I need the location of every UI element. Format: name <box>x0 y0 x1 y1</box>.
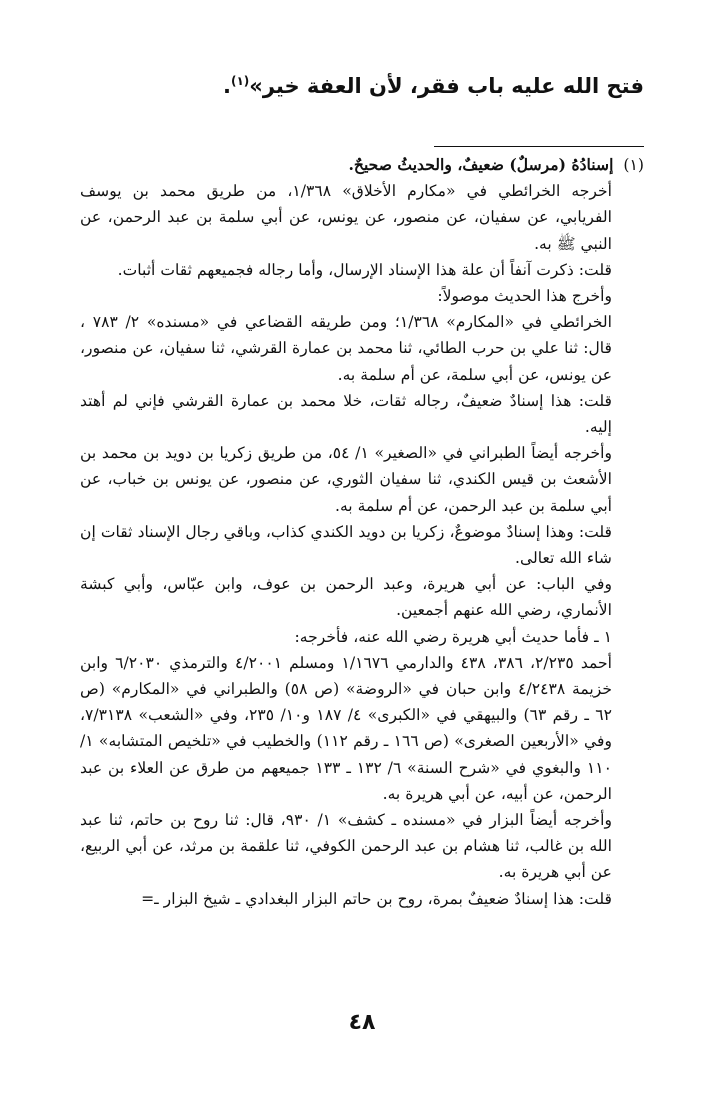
page-number: ٤٨ <box>348 1010 376 1035</box>
footnote-paragraph: قلت: وهذا إسنادٌ موضوعٌ، زكريا بن دويد الكندي كذاب، وباقي رجال الإسناد ثقات إن شاء الله تعالى. <box>80 522 612 568</box>
footnote-paragraph: قلت: هذا إسنادٌ ضعيفٌ، رجاله ثقات، خلا محمد بن عمارة القرشي فإني لم أهتد إليه. <box>80 391 612 437</box>
footnote-paragraph: قلت: هذا إسنادٌ ضعيفٌ بمرة، روح بن حاتم البزار البغدادي ـ شيخ البزار ـ= <box>141 889 612 908</box>
footnote-heading-line <box>80 152 644 178</box>
footnote <box>80 152 644 912</box>
footnote-paragraph: وأخرج هذا الحديث موصولاً: <box>437 287 612 306</box>
footnote-paragraph: وأخرجه أيضاً الطبراني في «الصغير» ١/ ٥٤، من طريق زكريا بن دويد بن محمد بن الأشعث بن قيس الكندي، ثنا سفيان الثوري، عن منصور، عن يونس بن خباب، عن أبي سلمة بن عبد الرحمن، عن أم سلمة به. <box>80 444 612 515</box>
footnote-reference: (١) <box>230 74 250 88</box>
footnote-paragraph: أحمد ٢/٢٣٥، ٣٨٦، ٤٣٨ والدارمي ١/١٦٧٦ ومسلم ٤/٢٠٠١ والترمذي ٦/٢٠٣٠ وابن خزيمة ٤/٢٤٣٨ وابن حبان في «الروضة» (ص ٥٨) والطبراني في «المكارم» (ص ٦٢ ـ رقم ٦٣) والبيهقي في «الكبرى» ٤/ ١٨٧ و١٠/ ٢٣٥، وفي «الشعب» ٧/٣١٣٨، وفي «الأربعين الصغرى» (ص ١٦٦ ـ رقم ١١٢) والخطيب في «تلخيص المتشابه» ١/ ١١٠ والبغوي في «شرح السنة» ٦/ ١٣٢ ـ ١٣٣ جميعهم من طرق عن العلاء بن عبد الرحمن، عن أبيه، عن أبي هريرة به. <box>80 653 613 803</box>
footnote-paragraph: ١ ـ فأما حديث أبي هريرة رضي الله عنه، فأخرجه: <box>294 627 612 646</box>
footnote-paragraph: وفي الباب: عن أبي هريرة، وعبد الرحمن بن عوف، وابن عبّاس، وأبي كبشة الأنماري، رضي الله عنهم أجمعين. <box>80 575 612 620</box>
main-text-line <box>84 66 644 101</box>
footnote-marker: (١) <box>623 156 644 174</box>
footnote-paragraph: وأخرجه أيضاً البزار في «مسنده ـ كشف» ١/ ٩٣٠، قال: ثنا روح بن حاتم، ثنا عبد الله بن غالب، ثنا هشام بن عبد الرحمن الكوفي، ثنا علقمة بن مرثد، عن أبي الربيع، عن أبي هريرة به. <box>80 811 612 882</box>
footnote-paragraph: قلت: ذكرت آنفاً أن علة هذا الإسناد الإرسال، وأما رجاله فجميعهم ثقات أثبات. <box>117 260 612 279</box>
main-text-end: . <box>223 74 231 98</box>
footnote-separator <box>434 146 644 147</box>
main-text: فتح الله عليه باب فقر، لأن العفة خير» <box>249 74 644 98</box>
footnote-paragraph: الخرائطي في «المكارم» ١/٣٦٨؛ ومن طريقه القضاعي في «مسنده» ٢/ ٧٨٣ ، قال: ثنا علي بن حرب الطائي، ثنا محمد بن عمارة القرشي، ثنا سفيان، عن منصور، عن يونس، عن أبي سلمة، عن أم سلمة به. <box>80 313 612 384</box>
footnote-body <box>80 178 644 912</box>
footnote-heading: إسنادُهُ (مرسلٌ) ضعيفٌ، والحديثُ صحيحٌ. <box>348 155 614 174</box>
footnote-paragraph: أخرجه الخرائطي في «مكارم الأخلاق» ١/٣٦٨، من طريق محمد بن يوسف الفريابي، عن سفيان، عن منصور، عن يونس، عن أبي سلمة بن عبد الرحمن، عن النبي ﷺ به. <box>80 182 612 253</box>
